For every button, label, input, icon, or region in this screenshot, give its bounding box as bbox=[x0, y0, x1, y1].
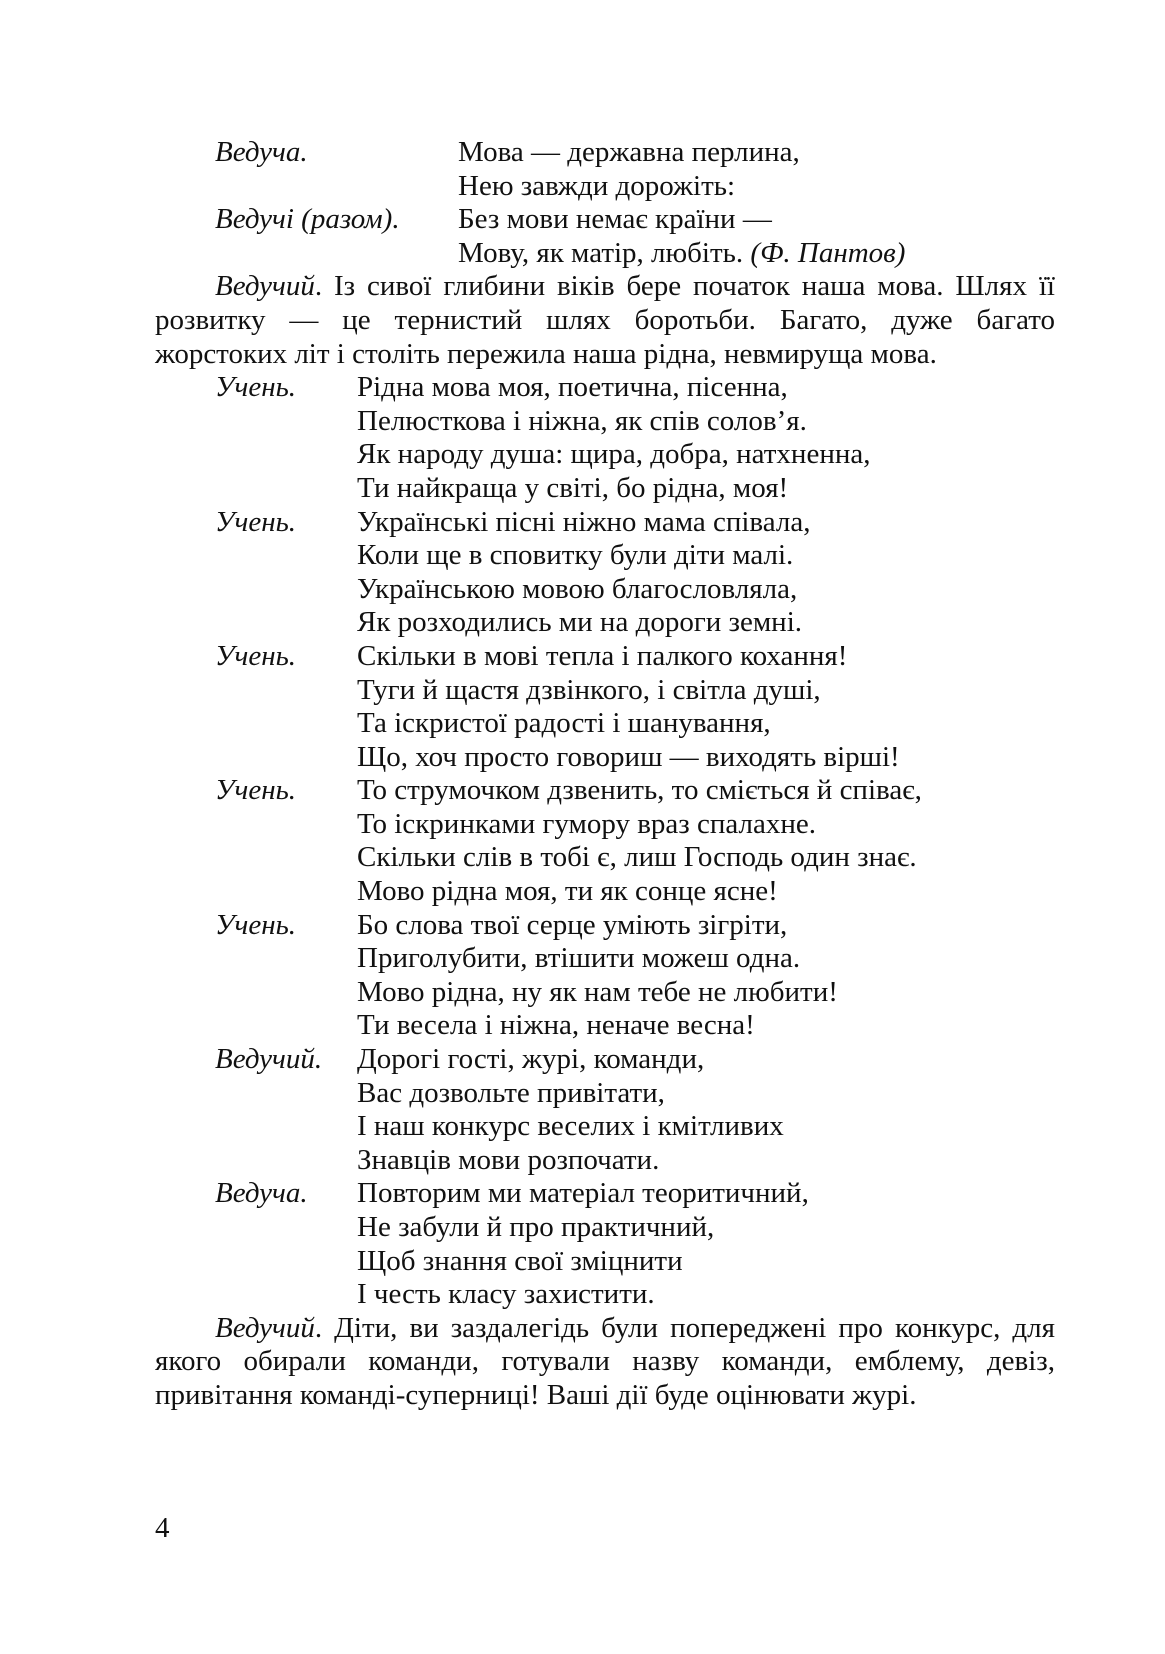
page-number: 4 bbox=[155, 1512, 170, 1544]
verse-text: Не забули й про практичний, bbox=[357, 1211, 715, 1243]
paragraph-text: . Діти, ви заздалегідь були попереджені про конкурс, для якого обирали команди, готували назву команди, емблему, девіз, привітання команді-суперниці! Ваші дії буде оцінювати журі. bbox=[155, 1311, 1055, 1411]
verse-line bbox=[155, 841, 1055, 875]
paragraph-closing bbox=[155, 1312, 1055, 1413]
verse-text: Туги й щастя дзвінкого, і світла душі, bbox=[357, 673, 821, 706]
speaker-label: Ведуча. bbox=[215, 1177, 308, 1210]
speaker-label: Учень. bbox=[215, 371, 297, 404]
verse-line bbox=[155, 573, 1055, 607]
verse-text: Мово рідна, ну як нам тебе не любити! bbox=[357, 975, 838, 1008]
verse-text: Знавців мови розпочати. bbox=[357, 1143, 660, 1176]
verse-text: Скільки слів в тобі є, лиш Господь один знає. bbox=[357, 841, 917, 874]
verse-text: І наш конкурс веселих і кмітливих bbox=[357, 1110, 784, 1143]
verse-text: То струмочком дзвенить, то сміється й співає, bbox=[357, 774, 922, 807]
verse-line bbox=[155, 1245, 1055, 1279]
verse-text: Мово рідна моя, ти як сонце ясне! bbox=[357, 875, 778, 908]
verse-line bbox=[155, 405, 1055, 439]
opening-line bbox=[155, 203, 1055, 237]
speaker-label: Ведуча. bbox=[215, 136, 308, 168]
verse-line bbox=[155, 1278, 1055, 1312]
verse-text: Бо слова твої серце уміють зігріти, bbox=[357, 908, 788, 941]
verse-line bbox=[155, 1110, 1055, 1144]
speaker-label: Ведучий. bbox=[215, 1043, 323, 1076]
speaker-label: Ведучий bbox=[215, 1311, 315, 1344]
verse-text: Та іскристої радості і шанування, bbox=[357, 707, 771, 740]
speaker-label: Учень. bbox=[215, 639, 297, 672]
verse-text bbox=[458, 237, 905, 271]
verse-line bbox=[155, 1043, 1055, 1077]
verse-line bbox=[155, 875, 1055, 909]
speaker-label: Учень. bbox=[215, 774, 297, 807]
verse-text: Мова — державна перлина, bbox=[458, 136, 800, 168]
verse-text: Повторим ми матеріал теоритичний, bbox=[357, 1177, 809, 1210]
verse-text: Нею завжди дорожіть: bbox=[458, 169, 736, 202]
verse-text: Що, хоч просто говориш — виходять вірші! bbox=[357, 740, 900, 773]
verse-line bbox=[155, 707, 1055, 741]
verse-line bbox=[155, 674, 1055, 708]
verse-text-part: Мову, як матір, любіть. bbox=[458, 236, 751, 269]
verse-text: Українською мовою благословляла, bbox=[357, 572, 798, 605]
verse-text: Дорогі гості, журі, команди, bbox=[357, 1043, 705, 1076]
verse-line bbox=[155, 1144, 1055, 1178]
verse-text: Скільки в мові тепла і палкого кохання! bbox=[357, 639, 848, 672]
verse-line bbox=[155, 741, 1055, 775]
verse-text: І честь класу захистити. bbox=[357, 1278, 655, 1311]
verse-line bbox=[155, 1211, 1055, 1245]
verse-text: Ти найкраща у світі, бо рідна, моя! bbox=[357, 471, 789, 504]
paragraph-text: . Із сивої глибини віків бере початок наша мова. Шлях її розвитку — це тернистий шлях боротьби. Багато, дуже багато жорстоких літ і століть пережила наша рідна, невмируща мова. bbox=[155, 270, 1055, 370]
page-text bbox=[155, 136, 1055, 1413]
verse-line bbox=[155, 472, 1055, 506]
verse-text: Щоб знання свої зміцнити bbox=[357, 1244, 683, 1277]
verse-line bbox=[155, 506, 1055, 540]
verse-text: Українські пісні ніжно мама співала, bbox=[357, 505, 811, 538]
verse-line bbox=[155, 539, 1055, 573]
paragraph-intro bbox=[155, 270, 1055, 371]
verse-line bbox=[155, 942, 1055, 976]
verse-line bbox=[155, 371, 1055, 405]
verse-line bbox=[155, 606, 1055, 640]
verse-line bbox=[155, 1077, 1055, 1111]
speaker-label: Учень. bbox=[215, 908, 297, 941]
opening-line bbox=[155, 237, 1055, 271]
verse-line bbox=[155, 640, 1055, 674]
verse-line bbox=[155, 808, 1055, 842]
speaker-label: Ведучий bbox=[215, 270, 315, 303]
opening-line bbox=[155, 136, 1055, 170]
verse-text: То іскринками гумору враз спалахне. bbox=[357, 807, 816, 840]
verse-text: Як народу душа: щира, добра, натхненна, bbox=[357, 438, 871, 471]
verse-text: Вас дозвольте привітати, bbox=[357, 1076, 665, 1109]
speaker-label: Ведучі (разом). bbox=[215, 203, 400, 236]
verse-text: Пелюсткова і ніжна, як спів солов’я. bbox=[357, 404, 807, 437]
verse-text: Ти весела і ніжна, неначе весна! bbox=[357, 1009, 755, 1042]
verse-text: Як розходились ми на дороги земні. bbox=[357, 606, 802, 639]
verse-text: Приголубити, втішити можеш одна. bbox=[357, 942, 801, 975]
verse-line bbox=[155, 909, 1055, 943]
verse-text: Рідна мова моя, поетична, пісенна, bbox=[357, 371, 788, 404]
author-attribution: (Ф. Пантов) bbox=[750, 236, 906, 269]
verse-line bbox=[155, 774, 1055, 808]
opening-line bbox=[155, 170, 1055, 204]
verse-line bbox=[155, 1177, 1055, 1211]
verse-line bbox=[155, 438, 1055, 472]
speaker-label: Учень. bbox=[215, 505, 297, 538]
verse-line bbox=[155, 1009, 1055, 1043]
verse-text: Коли ще в сповитку були діти малі. bbox=[357, 539, 794, 572]
verse-text: Без мови немає країни — bbox=[458, 203, 772, 236]
verse-line bbox=[155, 976, 1055, 1010]
